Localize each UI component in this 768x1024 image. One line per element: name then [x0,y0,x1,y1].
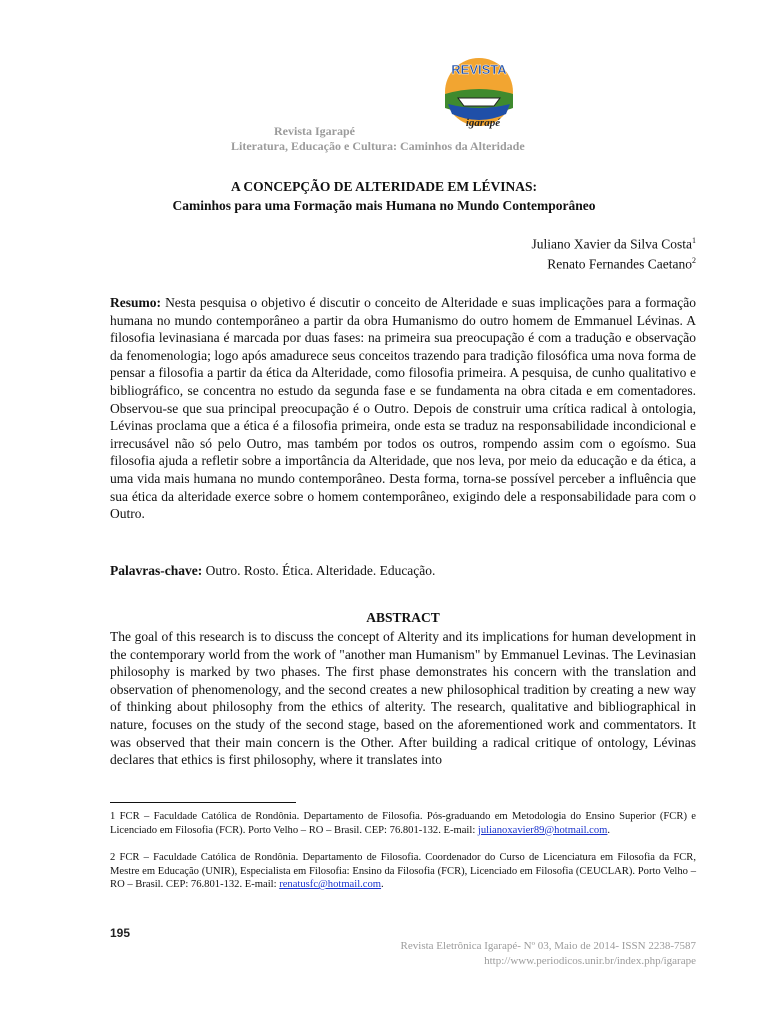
keywords-label: Palavras-chave: [110,563,203,578]
author-1 [532,236,696,253]
footnote-email-link[interactable]: renatusfc@hotmail.com [279,879,382,891]
footer-url[interactable]: http://www.periodicos.unir.br/index.php/igarape [484,955,696,967]
logo-text-bottom: igarapé [465,117,501,129]
author-name: Juliano Xavier da Silva Costa [531,236,692,252]
journal-name: Revista Igarapé [274,124,355,138]
resumo-paragraph [110,294,696,523]
author-name: Renato Fernandes Caetano [547,256,692,272]
logo-text-top: REVISTA [451,62,507,77]
footnote-text: 1 FCR – Faculdade Católica de Rondônia. Departamento de Filosofia. Pós-graduando em Metodologia do Ensino Superior (FCR) e Licenciado em Filosofia (FCR). Porto Velho – RO – Brasil. CEP: 76.801-132. E-mail: [110,811,696,836]
footnote-1 [110,810,696,837]
resumo-label: Resumo: [110,295,161,310]
article-subtitle: Caminhos para uma Formação mais Humana no Mundo Contemporâneo [172,198,596,213]
journal-subtitle: Literatura, Educação e Cultura: Caminhos da Alteridade [231,139,525,153]
footnote-email-link[interactable]: julianoxavier89@hotmail.com [477,824,608,836]
author-footnote-ref[interactable]: 2 [692,256,696,265]
footnote-2 [110,851,696,892]
journal-logo [436,54,522,136]
author-footnote-ref[interactable]: 1 [692,236,696,245]
abstract-text: The goal of this research is to discuss the concept of Alterity and its implications for human development in the contemporary world from the work of "another man Humanism" by Emmanuel Levinas. The Levinasian philosophy is marked by two phases. The first phase demonstrates his concern with the translation and observation of phenomenology, and the second creates a new philosophical tradition by creating a new way of thinking about philosophy from the ethics of alterity. The research, qualitative and bibliographical in nature, focuses on the study of the second stage, based on the aforementioned work and commentators. It was observed that their main concern is the Other. After building a radical critique of ontology, Lévinas declares that ethics is first philosophy, where it translates into [110,629,696,768]
author-2 [547,256,696,273]
article-title: A CONCEPÇÃO DE ALTERIDADE EM LÉVINAS: [231,179,537,194]
footer-citation: Revista Eletrônica Igarapé- Nº 03, Maio de 2014- ISSN 2238-7587 [400,940,696,952]
keywords-text: Outro. Rosto. Ética. Alteridade. Educação. [205,563,436,578]
footnote-period: . [607,824,611,836]
abstract-heading: ABSTRACT [366,610,440,625]
footnote-divider [110,802,296,803]
footnote-period: . [381,879,384,891]
resumo-text: Nesta pesquisa o objetivo é discutir o conceito de Alteridade e suas implicações para a formação humana no mundo contemporâneo a partir da obra Humanismo do outro homem de Emmanuel Lévinas. A filosofia levinasiana é marcada por duas fases: na primeira sua preocupação é com a tradução e observação da fenomenologia; logo após amadurece seus conceitos trazendo para tradição filosófica uma nova forma de pensar a filosofia a partir da ética da Alteridade, como filosofia primeira. A pesquisa, de cunho qualitativo e bibliográfico, se concentra no estudo da segunda fase e se fundamenta na obra citada e em comentadores. Observou-se que sua principal preocupação é o Outro. Depois de construir uma crítica radical à ontologia, Lévinas proclama que a ética é a filosofia primeira, onde esta se traduz na responsabilidade incondicional e irrecusável não só pelo Outro, mas também por todos os outros, rompendo assim com o egoísmo. Sua filosofia ajuda a refletir sobre a importância da Alteridade, que nos leva, por meio da educação e da ética, a uma vida mais humana no mundo contemporâneo. Desta forma, torna-se possível perceber a influência que sua ética da alteridade exerce sobre o homem contemporâneo, exigindo dele a responsabilidade para com o Outro. [110,295,697,522]
footnote-text: 2 FCR – Faculdade Católica de Rondônia. Departamento de Filosofia. Coordenador do Curso de Licenciatura em Filosofia da FCR, Mestre em Educação (UNIR), Especialista em Filosofia: Ensino da Filosofia (FCR), Licenciado em Filosofia (CEUCLAR). Porto Velho – RO – Brasil. CEP: 76.801-132. E-mail: [110,852,696,891]
page-number: 195 [110,926,131,940]
keywords-paragraph [110,562,696,580]
